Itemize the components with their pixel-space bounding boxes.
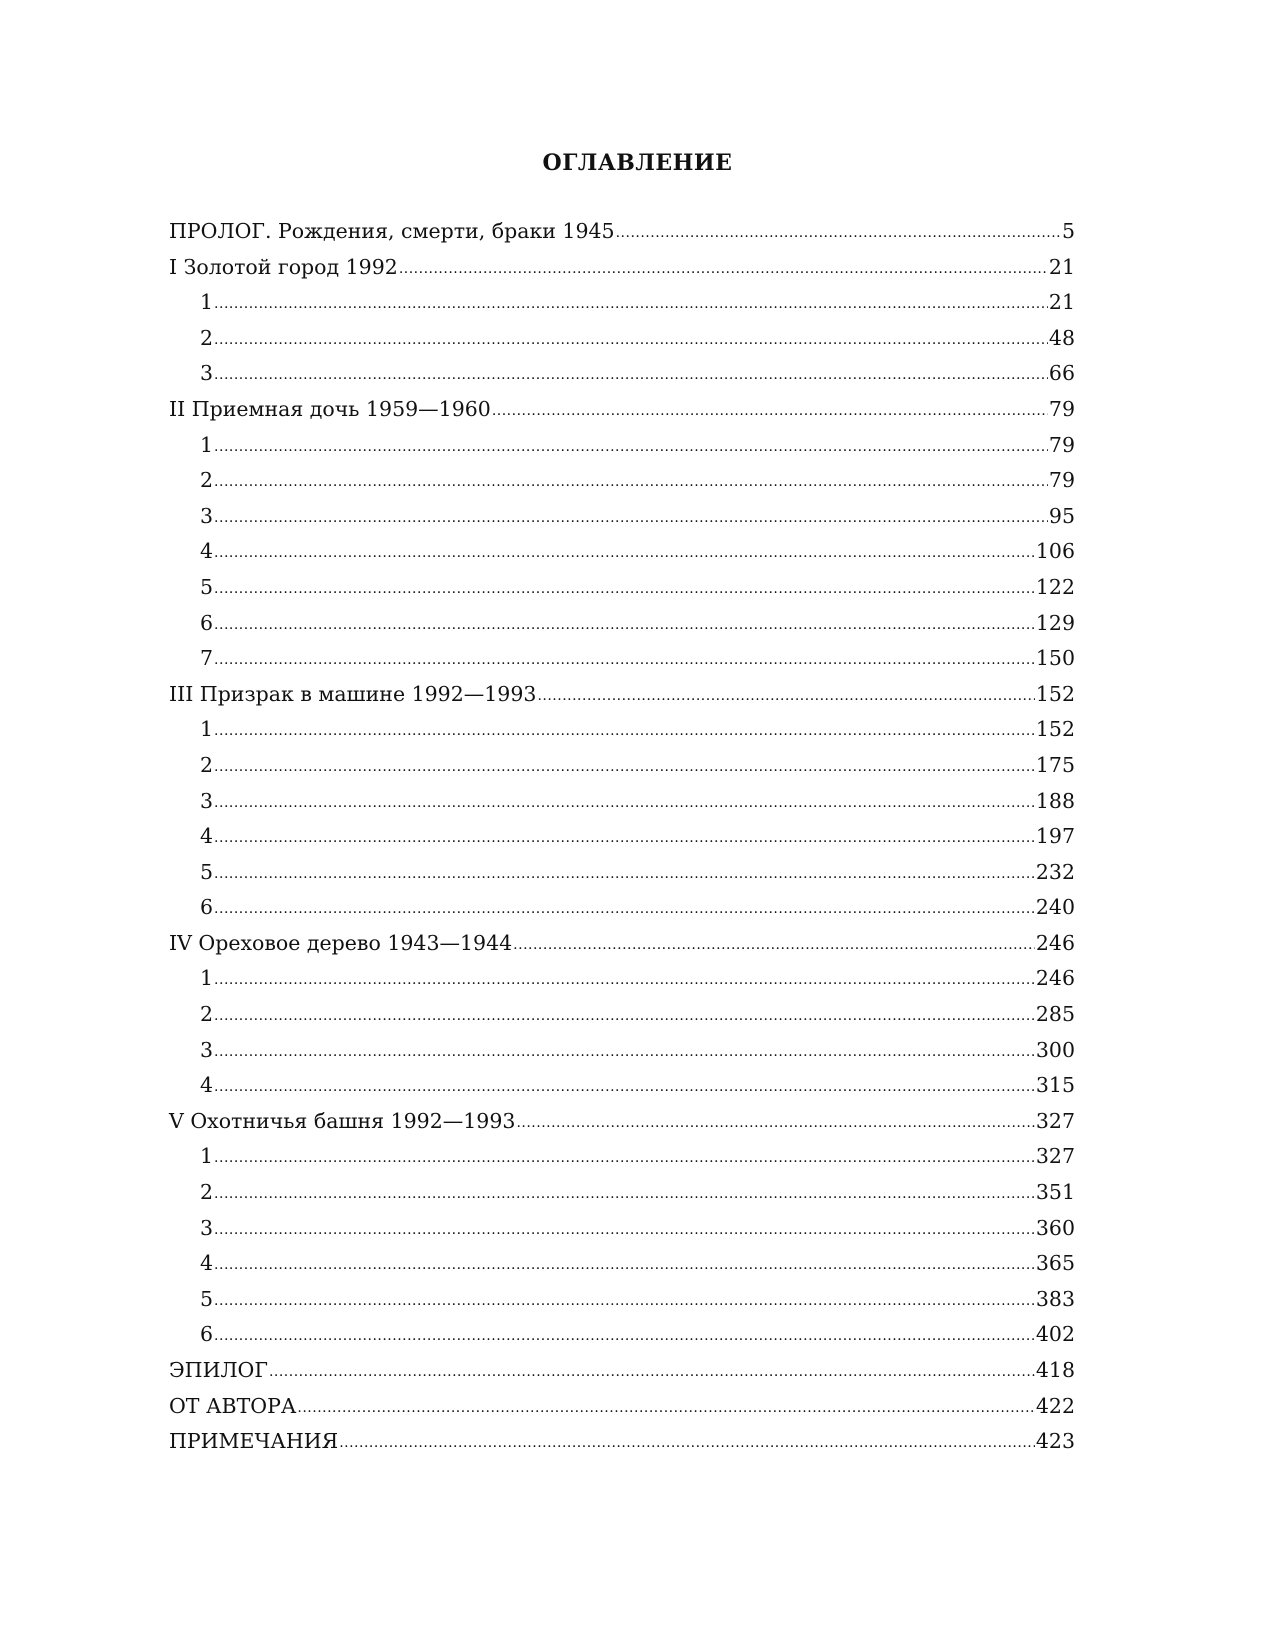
toc-dot-leader — [214, 320, 1048, 359]
toc-page-number: 315 — [1035, 1073, 1075, 1098]
toc-dot-leader — [214, 569, 1035, 608]
toc-entry-label: 3 — [200, 503, 214, 528]
toc-subentry[interactable] — [169, 285, 1075, 321]
toc-entry-label: 2 — [200, 1180, 214, 1205]
toc-entry-label: 5 — [200, 1286, 214, 1311]
toc-entry-label: 4 — [200, 824, 214, 849]
toc-subentry[interactable] — [169, 712, 1075, 748]
toc-page-number: 21 — [1048, 290, 1075, 315]
toc-dot-leader — [516, 1103, 1034, 1142]
toc-dot-leader — [214, 960, 1035, 999]
page-title: ОГЛАВЛЕНИЕ — [542, 150, 733, 176]
toc-dot-leader — [214, 1316, 1035, 1355]
toc-entry-label: 1 — [200, 432, 214, 457]
toc-page-number: 360 — [1035, 1215, 1075, 1240]
toc-dot-leader — [399, 249, 1048, 288]
toc-subentry[interactable] — [169, 855, 1075, 891]
toc-page-number: 300 — [1035, 1037, 1075, 1062]
toc-dot-leader — [214, 747, 1035, 786]
toc-subentry[interactable] — [169, 570, 1075, 606]
toc-entry-label: 6 — [200, 1322, 214, 1347]
toc-subentry[interactable] — [169, 534, 1075, 570]
toc-page-number: 327 — [1035, 1144, 1075, 1169]
toc-subentry[interactable] — [169, 1068, 1075, 1104]
toc-entry[interactable] — [169, 392, 1075, 428]
toc-entry[interactable] — [169, 1353, 1075, 1389]
toc-subentry[interactable] — [169, 1139, 1075, 1175]
toc-dot-leader — [297, 1388, 1034, 1427]
toc-dot-leader — [214, 711, 1035, 750]
toc-dot-leader — [214, 889, 1035, 928]
toc-page-number: 327 — [1035, 1108, 1075, 1133]
toc-subentry[interactable] — [169, 1317, 1075, 1353]
toc-entry-label: 1 — [200, 1144, 214, 1169]
toc-entry[interactable] — [169, 1424, 1075, 1460]
toc-dot-leader — [537, 676, 1034, 715]
toc-entry-label: 5 — [200, 859, 214, 884]
toc-entry[interactable] — [169, 926, 1075, 962]
toc-entry-label: 3 — [200, 361, 214, 386]
table-of-contents — [169, 214, 1075, 1460]
toc-dot-leader — [214, 854, 1035, 893]
toc-subentry[interactable] — [169, 428, 1075, 464]
toc-page-number: 418 — [1035, 1358, 1075, 1382]
toc-dot-leader — [214, 1210, 1035, 1249]
toc-page-number: 365 — [1035, 1251, 1075, 1276]
toc-page-number: 129 — [1035, 610, 1075, 635]
toc-page-number: 422 — [1035, 1393, 1075, 1418]
toc-page-number: 152 — [1035, 681, 1075, 706]
toc-page-number: 95 — [1048, 503, 1075, 528]
toc-dot-leader — [269, 1352, 1035, 1391]
toc-page-number: 188 — [1035, 788, 1075, 813]
toc-dot-leader — [214, 640, 1035, 679]
toc-subentry[interactable] — [169, 1246, 1075, 1282]
toc-subentry[interactable] — [169, 641, 1075, 677]
toc-page-number: 240 — [1035, 895, 1075, 920]
toc-dot-leader — [214, 355, 1048, 394]
toc-entry[interactable] — [169, 214, 1075, 250]
toc-entry-label: ПРИМЕЧАНИЯ — [169, 1429, 339, 1454]
toc-subentry[interactable] — [169, 784, 1075, 820]
toc-entry-label: 7 — [200, 646, 214, 671]
toc-dot-leader — [339, 1423, 1035, 1462]
toc-dot-leader — [214, 462, 1048, 501]
toc-entry[interactable] — [169, 1389, 1075, 1425]
toc-entry-label: IV Ореховое дерево 1943—1944 — [169, 930, 513, 955]
toc-subentry[interactable] — [169, 1175, 1075, 1211]
toc-entry-label: ПРОЛОГ. Рождения, смерти, браки 1945 — [169, 219, 615, 243]
toc-page-number: 383 — [1035, 1286, 1075, 1311]
toc-entry-label: 4 — [200, 1251, 214, 1276]
toc-page-number: 79 — [1048, 468, 1075, 493]
toc-entry-label: 3 — [200, 788, 214, 813]
toc-subentry[interactable] — [169, 1211, 1075, 1247]
toc-dot-leader — [492, 391, 1048, 430]
toc-page-number: 79 — [1048, 432, 1075, 457]
toc-page-number: 285 — [1035, 1002, 1075, 1027]
toc-page-number: 79 — [1048, 396, 1075, 421]
toc-dot-leader — [214, 1067, 1035, 1106]
toc-page-number: 351 — [1035, 1180, 1075, 1205]
toc-dot-leader — [214, 427, 1048, 466]
toc-page-number: 152 — [1035, 717, 1075, 742]
toc-entry[interactable] — [169, 250, 1075, 286]
toc-dot-leader — [214, 783, 1035, 822]
toc-entry[interactable] — [169, 1104, 1075, 1140]
toc-entry-label: 1 — [200, 290, 214, 315]
toc-subentry[interactable] — [169, 1033, 1075, 1069]
toc-dot-leader — [214, 996, 1035, 1035]
toc-entry-label: ЭПИЛОГ — [169, 1358, 268, 1382]
toc-entry-label: 2 — [200, 1002, 214, 1027]
toc-subentry[interactable] — [169, 463, 1075, 499]
toc-page-number: 66 — [1048, 361, 1075, 386]
toc-subentry[interactable] — [169, 997, 1075, 1033]
toc-entry-label: 4 — [200, 1073, 214, 1098]
toc-subentry[interactable] — [169, 819, 1075, 855]
toc-subentry[interactable] — [169, 356, 1075, 392]
toc-entry-label: ОТ АВТОРА — [169, 1393, 297, 1418]
toc-dot-leader — [616, 213, 1061, 252]
toc-entry-label: II Приемная дочь 1959—1960 — [169, 396, 491, 421]
toc-page-number: 106 — [1035, 539, 1075, 564]
toc-page-number: 122 — [1035, 574, 1075, 599]
toc-dot-leader — [214, 818, 1035, 857]
toc-page-number: 48 — [1048, 325, 1075, 350]
toc-entry-label: 2 — [200, 468, 214, 493]
toc-dot-leader — [214, 1032, 1035, 1071]
toc-entry-label: 5 — [200, 574, 214, 599]
toc-entry-label: III Призрак в машине 1992—1993 — [169, 681, 537, 706]
toc-dot-leader — [513, 925, 1035, 964]
toc-page-number: 423 — [1035, 1429, 1075, 1454]
toc-subentry[interactable] — [169, 321, 1075, 357]
toc-entry-label: 6 — [200, 610, 214, 635]
toc-subentry[interactable] — [169, 748, 1075, 784]
toc-page-number: 150 — [1035, 646, 1075, 671]
toc-subentry[interactable] — [169, 890, 1075, 926]
toc-page-number: 197 — [1035, 824, 1075, 849]
toc-page-number: 232 — [1035, 859, 1075, 884]
toc-page-number: 175 — [1035, 752, 1075, 777]
toc-entry-label: 3 — [200, 1037, 214, 1062]
toc-dot-leader — [214, 284, 1048, 323]
toc-page-number: 21 — [1048, 254, 1075, 279]
toc-subentry[interactable] — [169, 606, 1075, 642]
toc-entry[interactable] — [169, 677, 1075, 713]
toc-entry-label: 1 — [200, 966, 214, 991]
toc-subentry[interactable] — [169, 1282, 1075, 1318]
toc-dot-leader — [214, 1138, 1035, 1177]
toc-entry-label: 2 — [200, 325, 214, 350]
toc-dot-leader — [214, 1281, 1035, 1320]
toc-page-number: 246 — [1035, 966, 1075, 991]
toc-page-number: 402 — [1035, 1322, 1075, 1347]
toc-dot-leader — [214, 533, 1035, 572]
toc-page-number: 246 — [1035, 930, 1075, 955]
toc-entry-label: 4 — [200, 539, 214, 564]
toc-subentry[interactable] — [169, 499, 1075, 535]
toc-entry-label: 6 — [200, 895, 214, 920]
toc-page-number: 5 — [1061, 219, 1075, 243]
toc-entry-label: 3 — [200, 1215, 214, 1240]
toc-entry-label: V Охотничья башня 1992—1993 — [169, 1108, 516, 1133]
toc-subentry[interactable] — [169, 961, 1075, 997]
toc-dot-leader — [214, 498, 1048, 537]
toc-dot-leader — [214, 1174, 1035, 1213]
toc-dot-leader — [214, 1245, 1035, 1284]
toc-entry-label: 2 — [200, 752, 214, 777]
toc-entry-label: 1 — [200, 717, 214, 742]
toc-entry-label: I Золотой город 1992 — [169, 254, 398, 279]
toc-dot-leader — [214, 605, 1035, 644]
